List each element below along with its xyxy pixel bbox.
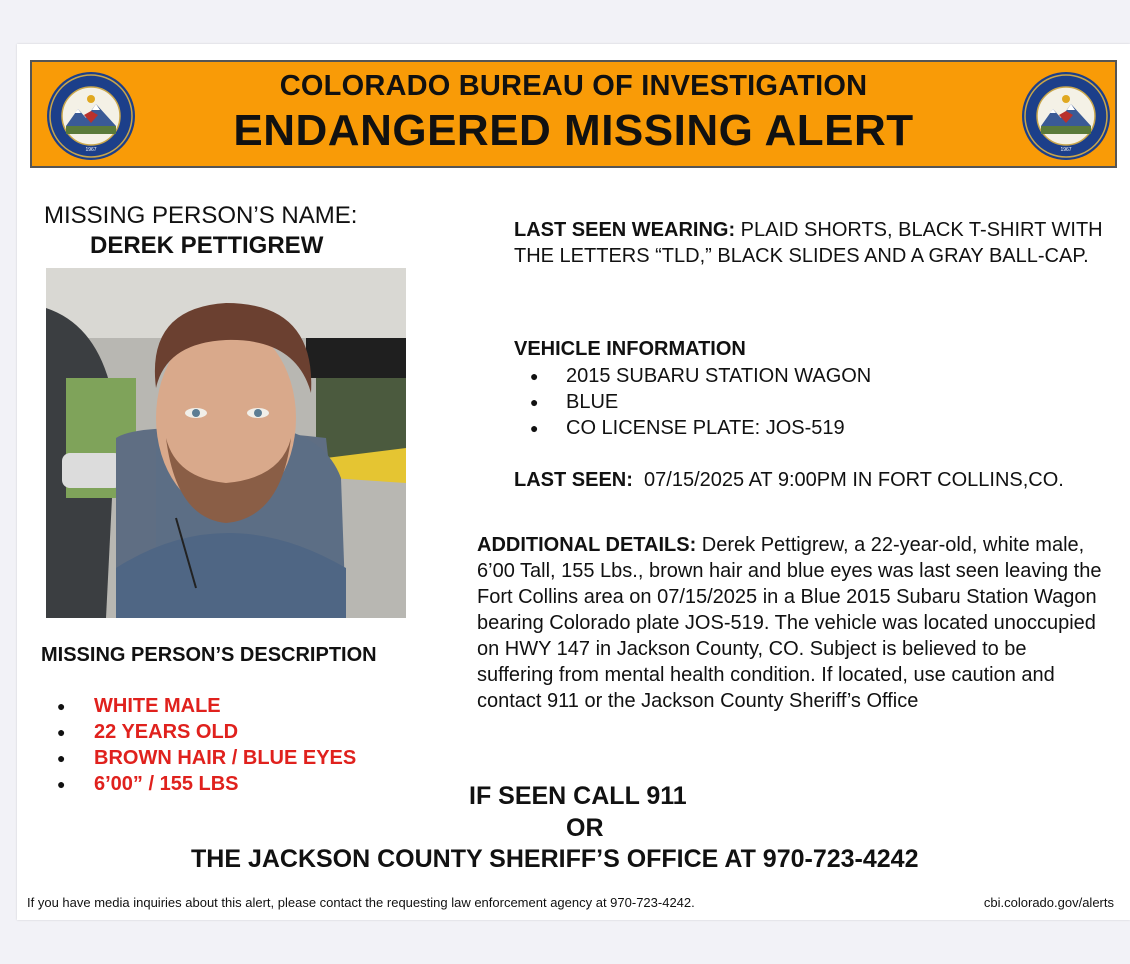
list-item: ● BLUE: [530, 391, 619, 413]
list-item: ● BROWN HAIR / BLUE EYES: [57, 747, 357, 769]
call-to-action-line1: IF SEEN CALL 911: [469, 782, 687, 810]
missing-person-photo: [46, 268, 406, 618]
person-name: DEREK PETTIGREW: [90, 232, 324, 259]
list-item: ● WHITE MALE: [57, 695, 221, 717]
agency-name: COLORADO BUREAU OF INVESTIGATION: [279, 70, 868, 102]
last-seen: LAST SEEN: 07/15/2025 AT 9:00PM IN FORT COLLINS,CO.: [514, 469, 1064, 491]
list-item: ● 22 YEARS OLD: [57, 721, 239, 743]
last-seen-wearing: LAST SEEN WEARING: PLAID SHORTS, BLACK T-SHIRT WITH THE LETTERS “TLD,” BLACK SLIDES AND A GRAY BALL-CAP.: [514, 219, 1103, 267]
list-item: ● 6’00” / 155 LBS: [57, 773, 239, 795]
additional-details: ADDITIONAL DETAILS: Derek Pettigrew, a 22-year-old, white male, 6’00 Tall, 155 Lbs., brown hair and blue eyes was last seen leaving the Fort Collins area on 07/15/2025 in a Blue 2015 Subaru Station Wagon bearing Colorado plate JOS-519. The vehicle was located unoccupied on HWY 147 in Jackson County, CO. Subject is believed to be suffering from mental health condition. If located, use caution and contact 911 or the Jackson County Sheriff’s Office: [477, 534, 1102, 712]
list-item: ● 2015 SUBARU STATION WAGON: [530, 365, 872, 387]
list-item: ● CO LICENSE PLATE: JOS-519: [530, 417, 845, 439]
media-note: If you have media inquiries about this alert, please contact the requesting law enforcement agency at 970-723-4242.: [27, 895, 695, 910]
name-label: MISSING PERSON’S NAME:: [44, 202, 358, 229]
description-list: [17, 693, 356, 797]
vehicle-heading: VEHICLE INFORMATION: [514, 338, 746, 360]
call-to-action-line3: THE JACKSON COUNTY SHERIFF’S OFFICE AT 970-723-4242: [191, 845, 919, 873]
website-link[interactable]: cbi.colorado.gov/alerts: [983, 895, 1114, 910]
call-to-action-line2: OR: [566, 814, 604, 842]
alert-flyer: [17, 44, 1130, 920]
svg-text:1967: 1967: [1060, 147, 1072, 153]
alert-title: ENDANGERED MISSING ALERT: [233, 106, 914, 155]
vehicle-list: [514, 363, 871, 441]
svg-text:1967: 1967: [85, 147, 97, 153]
alert-banner: [30, 60, 1117, 168]
cbi-seal-right: [1021, 71, 1111, 161]
description-heading: MISSING PERSON’S DESCRIPTION: [41, 644, 377, 666]
